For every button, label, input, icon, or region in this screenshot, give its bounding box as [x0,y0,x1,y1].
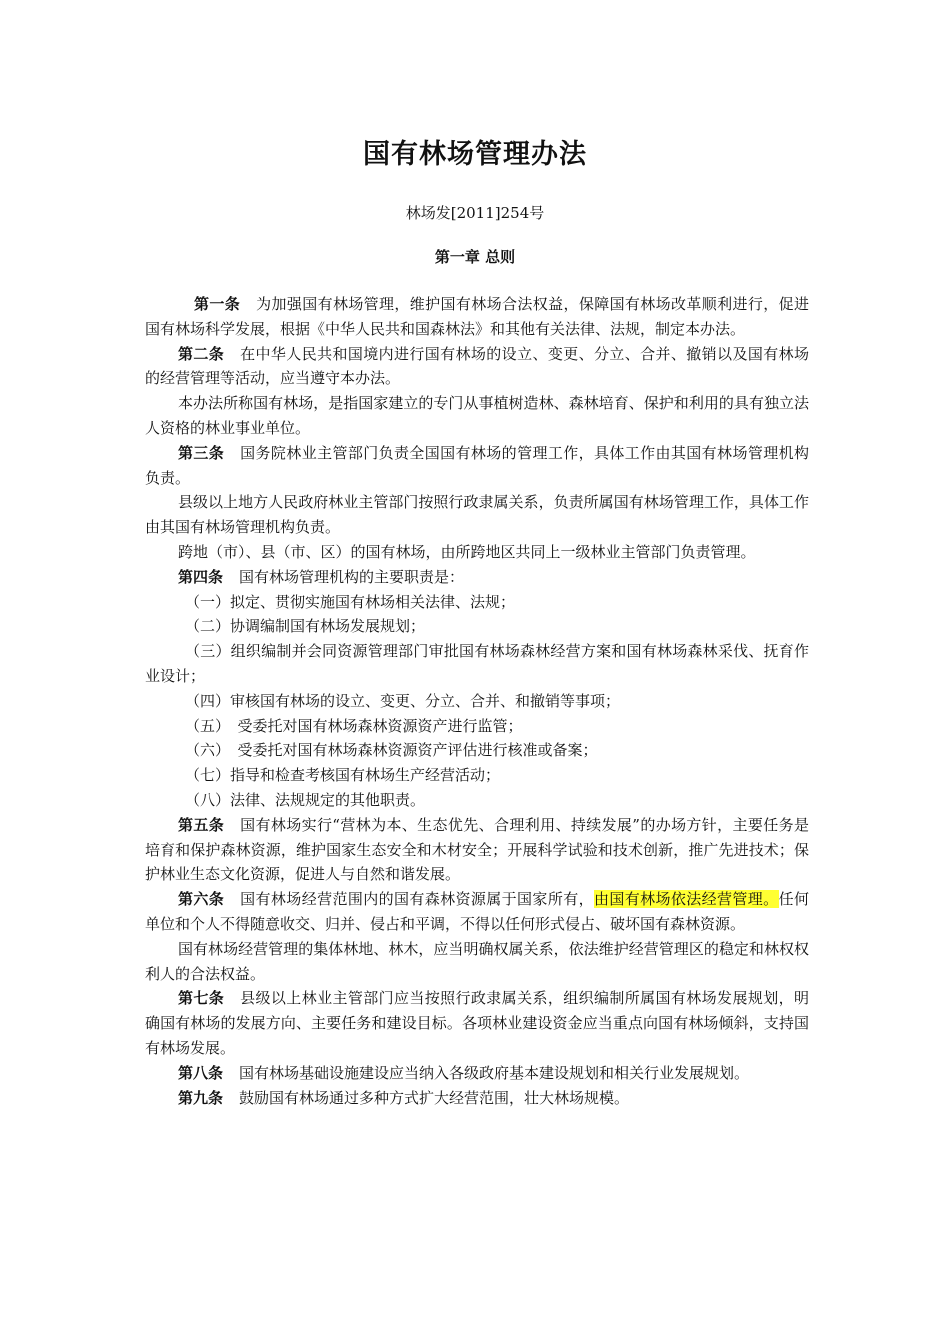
article-text: 国有林场基础设施建设应当纳入各级政府基本建设规划和相关行业发展规划。 [239,1063,750,1082]
article-label: 第三条 [178,443,225,462]
article-label: 第九条 [178,1088,224,1107]
article-text: 县级以上林业主管部门应当按照行政隶属关系，组织编制所属国有林场发展规划，明确国有林场的发展方向、主要任务和建设目标。各项林业建设资金应当重点向国有林场倾斜，支持国有林场发展。 [145,989,809,1057]
article-4-item: （五） 受委托对国有林场森林资源资产进行监管； [185,716,523,735]
article-2 [145,342,809,392]
article-4-item: （三）组织编制并会同资源管理部门审批国有林场森林经营方案和国有林场森林采伐、抚育作业设计； [145,642,809,685]
article-4-item: （一）拟定、贯彻实施国有林场相关法律、法规； [185,592,516,611]
article-text: 在中华人民共和国境内进行国有林场的设立、变更、分立、合并、撤销以及国有林场的经营管理等活动，应当遵守本办法。 [145,344,809,388]
article-2-paragraph: 本办法所称国有林场，是指国家建立的专门从事植树造林、森林培育、保护和利用的具有独立法人资格的林业事业单位。 [145,394,809,437]
article-text: 国务院林业主管部门负责全国国有林场的管理工作，具体工作由其国有林场管理机构负责。 [145,443,809,487]
article-9 [145,1086,809,1111]
article-text: 国有林场实行“营林为本、生态优先、合理利用、持续发展”的办场方针，主要任务是培育和保护森林资源，维护国家生态安全和木材安全；开展科学试验和技术创新，推广先进技术；保护林业生态文化资源，促进人与自然和谐发展。 [145,815,809,884]
document-body [145,292,809,1110]
article-label: 第一条 [194,295,241,313]
article-3-paragraph: 县级以上地方人民政府林业主管部门按照行政隶属关系，负责所属国有林场管理工作，具体工作由其国有林场管理机构负责。 [145,493,809,537]
article-label: 第七条 [178,989,225,1008]
article-5 [145,813,809,887]
article-label: 第五条 [178,815,225,834]
article-4-item: （七）指导和检查考核国有林场生产经营活动； [185,766,501,785]
article-text: 国有林场管理机构的主要职责是： [239,567,465,586]
article-text: 为加强国有林场管理，维护国有林场合法权益，保障国有林场改革顺利进行，促进国有林场科学发展，根据《中华人民共和国森林法》和其他有关法律、法规，制定本办法。 [145,295,809,338]
article-text: 任何单位和个人不得随意收交、归并、侵占和平调，不得以任何形式侵占、破坏国有森林资源。 [145,890,809,933]
document-title: 国有林场管理办法 [363,139,587,170]
article-4-item: （四）审核国有林场的设立、变更、分立、合并、和撤销等事项； [185,691,621,710]
article-label: 第四条 [178,567,224,586]
article-6-paragraph: 国有林场经营管理的集体林地、林木，应当明确权属关系，依法维护经营管理区的稳定和林权权利人的合法权益。 [145,939,809,983]
article-3 [145,441,809,491]
article-4-item: （八）法律、法规规定的其他职责。 [185,790,426,809]
document-number: 林场发[2011]254号 [405,204,545,222]
article-4-item: （二）协调编制国有林场发展规划； [185,617,426,636]
article-6 [145,887,809,937]
article-label: 第六条 [178,890,225,909]
article-text: 国有林场经营范围内的国有森林资源属于国家所有， [240,890,594,909]
article-text: 鼓励国有林场通过多种方式扩大经营范围，壮大林场规模。 [239,1088,630,1107]
chapter-heading: 第一章 总则 [434,248,516,266]
article-8 [145,1061,809,1086]
article-label: 第二条 [178,344,225,363]
article-4-item: （六） 受委托对国有林场森林资源资产评估进行核准或备案； [185,741,598,760]
article-4 [145,565,809,590]
article-1 [145,292,809,342]
highlighted-text: 由国有林场依法经营管理。 [593,890,779,909]
article-label: 第八条 [178,1063,224,1082]
article-7 [145,986,809,1060]
article-3-paragraph: 跨地（市）、县（市、区）的国有林场，由所跨地区共同上一级林业主管部门负责管理。 [178,542,756,561]
